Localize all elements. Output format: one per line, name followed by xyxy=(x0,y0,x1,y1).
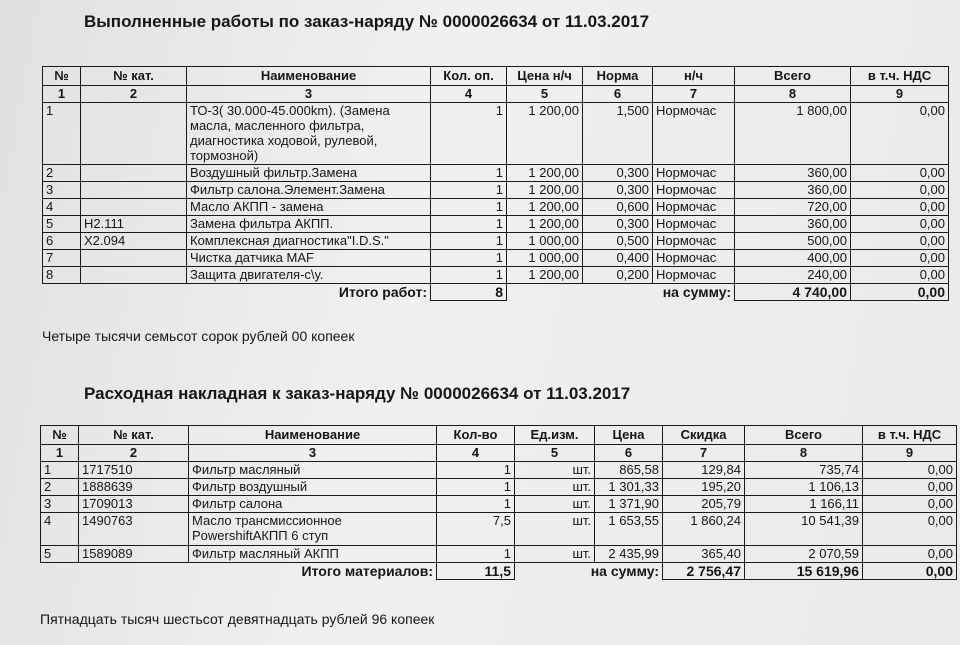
works-index: 9 xyxy=(851,86,949,103)
table-row xyxy=(43,267,949,284)
row-num: 1 xyxy=(43,103,81,165)
row-cat: 1888639 xyxy=(79,479,189,496)
table-row xyxy=(43,250,949,267)
row-num: 4 xyxy=(43,199,81,216)
row-price: 865,58 xyxy=(595,462,663,479)
row-qty: 1 xyxy=(431,182,507,199)
row-name: Фильтр салона xyxy=(189,496,437,513)
row-num: 4 xyxy=(41,513,79,546)
materials-header-num: № xyxy=(41,426,79,445)
row-cat xyxy=(81,165,187,182)
row-price: 1 200,00 xyxy=(507,103,583,165)
table-row xyxy=(43,103,949,165)
row-qty: 1 xyxy=(431,250,507,267)
table-row xyxy=(41,496,957,513)
row-discount: 1 860,24 xyxy=(663,513,745,546)
materials-index: 7 xyxy=(663,445,745,462)
materials-index: 2 xyxy=(79,445,189,462)
row-vat: 0,00 xyxy=(851,165,949,182)
row-cat: 1589089 xyxy=(79,546,189,563)
materials-index: 1 xyxy=(41,445,79,462)
row-vat: 0,00 xyxy=(863,462,957,479)
materials-table xyxy=(40,425,957,580)
row-name: Масло АКПП - замена xyxy=(187,199,431,216)
row-total: 400,00 xyxy=(735,250,851,267)
row-vat: 0,00 xyxy=(851,199,949,216)
works-table xyxy=(42,66,949,301)
works-header-num: № xyxy=(43,67,81,86)
row-price: 1 200,00 xyxy=(507,199,583,216)
row-vat: 0,00 xyxy=(851,216,949,233)
row-name: Фильтр масляный xyxy=(189,462,437,479)
row-cat: H2.111 xyxy=(81,216,187,233)
works-total-row xyxy=(43,284,949,301)
works-amount-in-words: Четыре тысячи семьсот сорок рублей 00 копеек xyxy=(42,328,355,344)
table-row xyxy=(41,479,957,496)
row-num: 1 xyxy=(41,462,79,479)
row-price: 1 000,00 xyxy=(507,233,583,250)
materials-sum-vat: 0,00 xyxy=(863,563,957,580)
row-num: 2 xyxy=(41,479,79,496)
row-vat: 0,00 xyxy=(851,103,949,165)
materials-header-name: Наименование xyxy=(189,426,437,445)
row-cat xyxy=(81,267,187,284)
materials-amount-in-words: Пятнадцать тысяч шестьсот девятнадцать рублей 96 копеек xyxy=(40,611,435,627)
row-discount: 365,40 xyxy=(663,546,745,563)
table-row xyxy=(43,165,949,182)
row-name: Масло трансмиссионное PowershiftАКПП 6 ступ xyxy=(189,513,437,546)
table-row xyxy=(43,216,949,233)
works-total-label: Итого работ: xyxy=(338,284,427,300)
row-total: 240,00 xyxy=(735,267,851,284)
works-title: Выполненные работы по заказ-наряду № 0000026634 от 11.03.2017 xyxy=(84,12,650,31)
row-total: 735,74 xyxy=(745,462,863,479)
materials-header-price: Цена xyxy=(595,426,663,445)
row-norm: 0,200 xyxy=(583,267,653,284)
row-name: Фильтр салона.Элемент.Замена xyxy=(187,182,431,199)
row-num: 2 xyxy=(43,165,81,182)
row-price: 1 371,90 xyxy=(595,496,663,513)
row-qty: 1 xyxy=(431,233,507,250)
row-unit: шт. xyxy=(515,462,595,479)
row-norm: 0,300 xyxy=(583,165,653,182)
row-vat: 0,00 xyxy=(863,513,957,546)
row-num: 3 xyxy=(43,182,81,199)
row-price: 1 653,55 xyxy=(595,513,663,546)
row-total: 360,00 xyxy=(735,216,851,233)
row-unit: шт. xyxy=(515,496,595,513)
materials-total-row xyxy=(41,563,957,580)
materials-index: 6 xyxy=(595,445,663,462)
row-name: Комплексная диагностика"I.D.S." xyxy=(187,233,431,250)
row-qty: 1 xyxy=(437,546,515,563)
row-num: 3 xyxy=(41,496,79,513)
works-index: 1 xyxy=(43,86,81,103)
works-header-vat: в т.ч. НДС xyxy=(851,67,949,86)
row-num: 6 xyxy=(43,233,81,250)
row-qty: 1 xyxy=(431,103,507,165)
row-cat: 1490763 xyxy=(79,513,189,546)
row-vat: 0,00 xyxy=(851,267,949,284)
materials-index: 9 xyxy=(863,445,957,462)
works-header-norm: Норма xyxy=(583,67,653,86)
row-cat xyxy=(81,182,187,199)
works-index: 5 xyxy=(507,86,583,103)
row-norm: 0,500 xyxy=(583,233,653,250)
works-total-count: 8 xyxy=(431,284,507,301)
row-norm: 0,300 xyxy=(583,216,653,233)
row-unit: Нормочас xyxy=(653,165,735,182)
row-price: 1 200,00 xyxy=(507,216,583,233)
works-header-qty: Кол. оп. xyxy=(431,67,507,86)
materials-header-discount: Скидка xyxy=(663,426,745,445)
row-name: Воздушный фильтр.Замена xyxy=(187,165,431,182)
materials-total-label: Итого материалов: xyxy=(301,563,433,579)
row-cat xyxy=(81,250,187,267)
row-qty: 1 xyxy=(437,462,515,479)
table-row xyxy=(41,513,957,546)
works-sum-label: на сумму: xyxy=(662,284,731,300)
row-unit: Нормочас xyxy=(653,250,735,267)
row-num: 7 xyxy=(43,250,81,267)
row-cat xyxy=(81,199,187,216)
table-row xyxy=(43,199,949,216)
row-qty: 1 xyxy=(437,496,515,513)
table-row xyxy=(43,182,949,199)
row-qty: 1 xyxy=(437,479,515,496)
materials-header-cat: № кат. xyxy=(79,426,189,445)
row-price: 1 200,00 xyxy=(507,165,583,182)
row-qty: 1 xyxy=(431,199,507,216)
materials-index: 4 xyxy=(437,445,515,462)
row-cat: X2.094 xyxy=(81,233,187,250)
materials-sum-total: 15 619,96 xyxy=(745,563,863,580)
row-name: Чистка датчика MAF xyxy=(187,250,431,267)
row-unit: Нормочас xyxy=(653,233,735,250)
materials-sum-discount: 2 756,47 xyxy=(663,563,745,580)
row-unit: шт. xyxy=(515,513,595,546)
row-unit: Нормочас xyxy=(653,267,735,284)
materials-index: 3 xyxy=(189,445,437,462)
row-num: 8 xyxy=(43,267,81,284)
row-norm: 1,500 xyxy=(583,103,653,165)
works-sum-vat: 0,00 xyxy=(851,284,949,301)
row-name: Фильтр воздушный xyxy=(189,479,437,496)
works-header-price: Цена н/ч xyxy=(507,67,583,86)
row-qty: 1 xyxy=(431,165,507,182)
row-vat: 0,00 xyxy=(863,479,957,496)
row-unit: Нормочас xyxy=(653,216,735,233)
row-price: 2 435,99 xyxy=(595,546,663,563)
works-header-unit: н/ч xyxy=(653,67,735,86)
row-price: 1 301,33 xyxy=(595,479,663,496)
row-total: 1 800,00 xyxy=(735,103,851,165)
row-unit: Нормочас xyxy=(653,103,735,165)
materials-index: 5 xyxy=(515,445,595,462)
row-vat: 0,00 xyxy=(863,496,957,513)
materials-header-unit: Ед.изм. xyxy=(515,426,595,445)
row-name: Защита двигателя-с\у. xyxy=(187,267,431,284)
row-qty: 7,5 xyxy=(437,513,515,546)
row-total: 1 106,13 xyxy=(745,479,863,496)
materials-sum-label: на сумму: xyxy=(590,563,659,579)
table-row xyxy=(41,462,957,479)
row-total: 500,00 xyxy=(735,233,851,250)
works-index: 6 xyxy=(583,86,653,103)
row-discount: 205,79 xyxy=(663,496,745,513)
row-total: 720,00 xyxy=(735,199,851,216)
row-unit: шт. xyxy=(515,479,595,496)
row-norm: 0,600 xyxy=(583,199,653,216)
row-total: 10 541,39 xyxy=(745,513,863,546)
works-index: 4 xyxy=(431,86,507,103)
works-header-total: Всего xyxy=(735,67,851,86)
materials-header-total: Всего xyxy=(745,426,863,445)
row-name: ТО-3( 30.000-45.000km). (Замена масла, масленного фильтра, диагностика ходовой, рулевой, тормозной) xyxy=(187,103,431,165)
materials-title: Расходная накладная к заказ-наряду № 0000026634 от 11.03.2017 xyxy=(84,384,631,403)
row-price: 1 000,00 xyxy=(507,250,583,267)
table-row xyxy=(41,546,957,563)
row-name: Фильтр масляный АКПП xyxy=(189,546,437,563)
row-vat: 0,00 xyxy=(851,182,949,199)
row-price: 1 200,00 xyxy=(507,267,583,284)
row-unit: Нормочас xyxy=(653,199,735,216)
row-num: 5 xyxy=(43,216,81,233)
row-cat: 1709013 xyxy=(79,496,189,513)
row-unit: Нормочас xyxy=(653,182,735,199)
row-total: 1 166,11 xyxy=(745,496,863,513)
works-index: 3 xyxy=(187,86,431,103)
materials-header-vat: в т.ч. НДС xyxy=(863,426,957,445)
row-total: 360,00 xyxy=(735,165,851,182)
materials-header-qty: Кол-во xyxy=(437,426,515,445)
works-header-name: Наименование xyxy=(187,67,431,86)
row-qty: 1 xyxy=(431,267,507,284)
materials-total-count: 11,5 xyxy=(437,563,515,580)
row-total: 2 070,59 xyxy=(745,546,863,563)
row-unit: шт. xyxy=(515,546,595,563)
row-norm: 0,300 xyxy=(583,182,653,199)
row-num: 5 xyxy=(41,546,79,563)
table-row xyxy=(43,233,949,250)
row-total: 360,00 xyxy=(735,182,851,199)
row-vat: 0,00 xyxy=(851,250,949,267)
works-header-cat: № кат. xyxy=(81,67,187,86)
row-cat: 1717510 xyxy=(79,462,189,479)
works-index: 7 xyxy=(653,86,735,103)
row-norm: 0,400 xyxy=(583,250,653,267)
row-price: 1 200,00 xyxy=(507,182,583,199)
row-qty: 1 xyxy=(431,216,507,233)
row-cat xyxy=(81,103,187,165)
row-discount: 195,20 xyxy=(663,479,745,496)
row-vat: 0,00 xyxy=(851,233,949,250)
row-discount: 129,84 xyxy=(663,462,745,479)
row-name: Замена фильтра АКПП. xyxy=(187,216,431,233)
works-sum-total: 4 740,00 xyxy=(735,284,851,301)
works-index: 2 xyxy=(81,86,187,103)
works-index: 8 xyxy=(735,86,851,103)
materials-index: 8 xyxy=(745,445,863,462)
row-vat: 0,00 xyxy=(863,546,957,563)
